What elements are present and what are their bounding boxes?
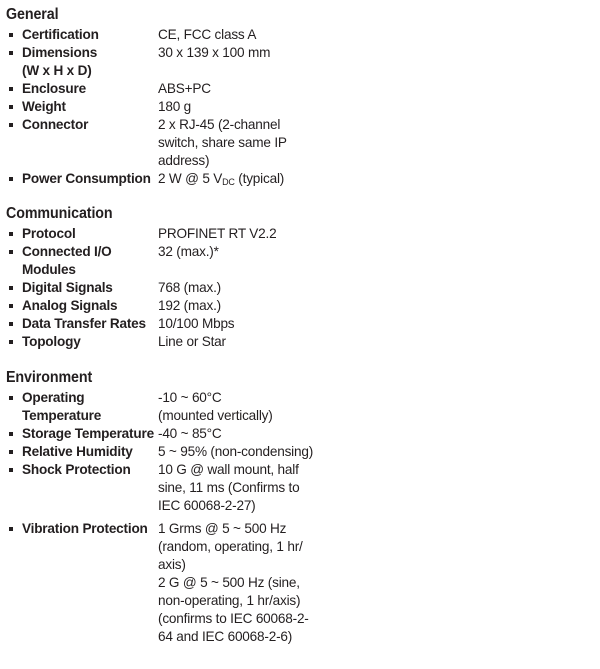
spec-list-environment bbox=[6, 389, 313, 646]
bullet-icon bbox=[6, 520, 22, 538]
spec-value: 10 G @ wall mount, half sine, 11 ms (Confirms to IEC 60068-2-27) bbox=[158, 462, 300, 513]
spec-row-shock-protection bbox=[6, 461, 313, 515]
bullet-icon bbox=[6, 315, 22, 333]
spec-value: 32 (max.)* bbox=[158, 244, 219, 259]
spec-row-storage-temperature bbox=[6, 425, 313, 443]
power-value-subscript: DC bbox=[222, 177, 235, 187]
spec-row-connected-io bbox=[6, 243, 276, 279]
spec-row-vibration-protection bbox=[6, 520, 313, 646]
bullet-icon bbox=[6, 170, 22, 188]
spec-row-certification bbox=[6, 26, 287, 44]
spec-row-operating-temperature bbox=[6, 389, 313, 425]
spec-value: CE, FCC class A bbox=[158, 27, 257, 42]
spec-value: 1 Grms @ 5 ~ 500 Hz (random, operating, 1 hr/ axis) 2 G @ 5 ~ 500 Hz (sine, non-operating, 1 hr/axis) (confirms to IEC 60068-2- 64 and IEC 60068-2-6) bbox=[158, 521, 309, 644]
bullet-icon bbox=[6, 116, 22, 134]
section-general bbox=[6, 4, 287, 191]
spec-value bbox=[158, 170, 287, 191]
spec-row-relative-humidity bbox=[6, 443, 313, 461]
spec-list-general bbox=[6, 26, 287, 191]
bullet-icon bbox=[6, 98, 22, 116]
section-title-environment: Environment bbox=[6, 369, 93, 386]
bullet-icon bbox=[6, 333, 22, 351]
power-value-prefix: 2 W @ 5 V bbox=[158, 171, 223, 186]
spec-label: Relative Humidity bbox=[22, 444, 133, 459]
spec-value: 10/100 Mbps bbox=[158, 316, 235, 331]
spec-row-analog-signals bbox=[6, 297, 276, 315]
bullet-icon bbox=[6, 243, 22, 261]
spec-value: 30 x 139 x 100 mm bbox=[158, 45, 271, 60]
spec-value: 2 x RJ-45 (2-channel switch, share same IP address) bbox=[158, 117, 287, 168]
spec-row-digital-signals bbox=[6, 279, 276, 297]
section-title-communication: Communication bbox=[6, 205, 113, 222]
spec-label: Shock Protection bbox=[22, 462, 131, 477]
bullet-icon bbox=[6, 279, 22, 297]
spec-list-communication bbox=[6, 225, 276, 351]
spec-row-protocol bbox=[6, 225, 276, 243]
spec-row-enclosure bbox=[6, 80, 287, 98]
spec-label: Connected I/O Modules bbox=[22, 244, 112, 277]
bullet-icon bbox=[6, 297, 22, 315]
spec-row-weight bbox=[6, 98, 287, 116]
spec-row-dimensions bbox=[6, 44, 287, 80]
spec-label: Certification bbox=[22, 27, 99, 42]
spec-row-connector bbox=[6, 116, 287, 170]
spec-row-power-consumption bbox=[6, 170, 287, 191]
spec-label: Connector bbox=[22, 117, 89, 132]
spec-label: Protocol bbox=[22, 226, 76, 241]
bullet-icon bbox=[6, 461, 22, 479]
spec-label: Power Consumption bbox=[22, 171, 151, 186]
spec-label: Dimensions (W x H x D) bbox=[22, 45, 98, 78]
spec-row-data-transfer-rates bbox=[6, 315, 276, 333]
spec-value: ABS+PC bbox=[158, 81, 211, 96]
section-environment bbox=[6, 367, 313, 646]
spec-value: 5 ~ 95% (non-condensing) bbox=[158, 444, 314, 459]
spec-row-topology bbox=[6, 333, 276, 351]
spec-label: Data Transfer Rates bbox=[22, 316, 146, 331]
bullet-icon bbox=[6, 80, 22, 98]
bullet-icon bbox=[6, 389, 22, 407]
power-value-suffix: (typical) bbox=[234, 171, 285, 186]
bullet-icon bbox=[6, 425, 22, 443]
spec-label: Enclosure bbox=[22, 81, 86, 96]
spec-value: -40 ~ 85°C bbox=[158, 426, 222, 441]
spec-label: Operating Temperature bbox=[22, 390, 102, 423]
bullet-icon bbox=[6, 443, 22, 461]
spec-label: Vibration Protection bbox=[22, 521, 148, 536]
bullet-icon bbox=[6, 225, 22, 243]
spec-value: Line or Star bbox=[158, 334, 226, 349]
section-title-general: General bbox=[6, 6, 59, 23]
spec-label: Weight bbox=[22, 99, 66, 114]
spec-value: 192 (max.) bbox=[158, 298, 221, 313]
spec-value: PROFINET RT V2.2 bbox=[158, 226, 277, 241]
section-communication bbox=[6, 203, 276, 351]
spec-label: Storage Temperature bbox=[22, 426, 154, 441]
spec-value: -10 ~ 60°C (mounted vertically) bbox=[158, 390, 273, 423]
spec-value: 768 (max.) bbox=[158, 280, 221, 295]
spec-label: Topology bbox=[22, 334, 81, 349]
bullet-icon bbox=[6, 26, 22, 44]
spec-label: Analog Signals bbox=[22, 298, 118, 313]
spec-value: 180 g bbox=[158, 99, 192, 114]
spec-label: Digital Signals bbox=[22, 280, 113, 295]
bullet-icon bbox=[6, 44, 22, 62]
